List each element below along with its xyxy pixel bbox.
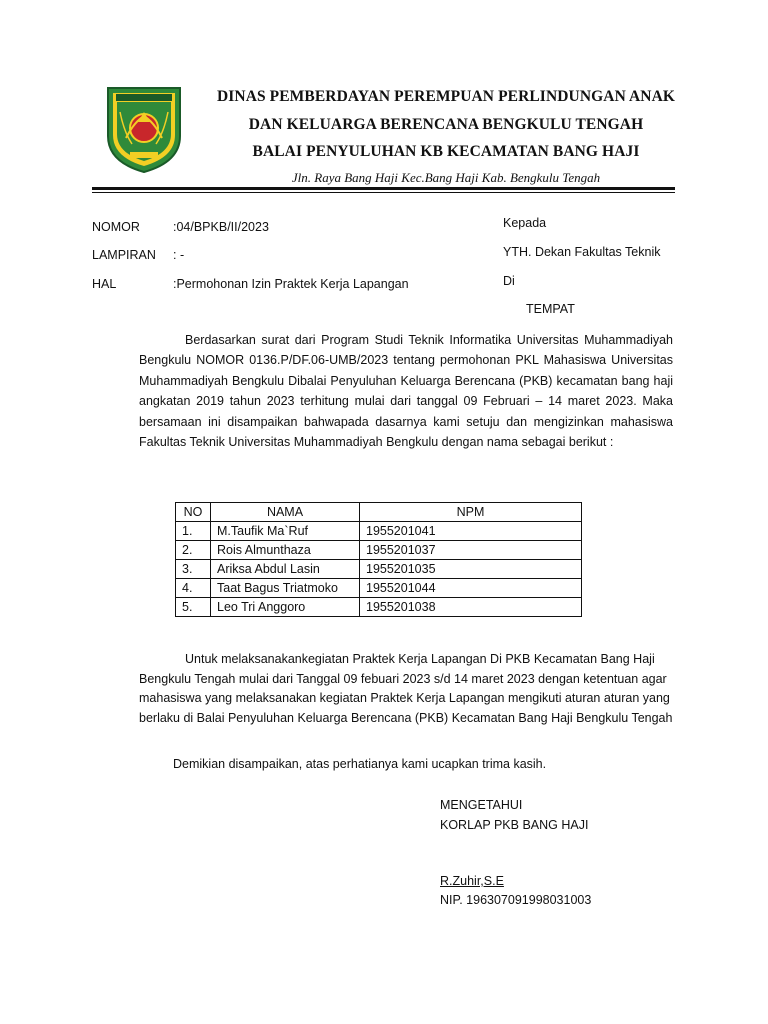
signature-mengetahui: MENGETAHUI	[440, 798, 523, 812]
hal-label: HAL	[92, 277, 117, 291]
recipient-tempat: TEMPAT	[526, 302, 575, 316]
body-paragraph-closing: Demikian disampaikan, atas perhatianya kami ucapkan trima kasih.	[173, 757, 547, 771]
nomor-value: :04/BPKB/II/2023	[173, 220, 269, 234]
signature-name: R.Zuhir,S.E	[440, 874, 504, 888]
body-paragraph-1: Berdasarkan surat dari Program Studi Teknik Informatika Universitas Muhammadiyah Bengkulu NOMOR 0136.P/DF.06-UMB/2023 tentang permohonan PKL Mahasiswa Universitas Muhammadiyah Bengkulu Dibalai Penyuluhan Keluarga Berencana (PKB) kecamatan bang haji angkatan 2019 tahun 2023 terhitung mulai dari tanggal 09 Februari – 14 maret 2023. Maka bersamaan ini disampaikan bahwapada dasarnya kami setuju dan mengizinkan mahasiswa Fakultas Teknik Universitas Muhammadiyah Bengkulu dengan nama sebagai berikut :	[139, 333, 673, 450]
letterhead-line-1: DINAS PEMBERDAYAN PEREMPUAN PERLINDUNGAN ANAK	[216, 88, 676, 105]
letterhead-line-2: DAN KELUARGA BERENCANA BENGKULU TENGAH	[248, 116, 644, 133]
table-row	[176, 541, 582, 560]
cell-nama: Ariksa Abdul Lasin	[211, 560, 360, 579]
cell-nama: Rois Almunthaza	[211, 541, 360, 560]
cell-npm: 1955201035	[360, 560, 582, 579]
cell-no: 5.	[176, 598, 211, 617]
cell-nama: Leo Tri Anggoro	[211, 598, 360, 617]
header-npm: NPM	[360, 503, 582, 522]
nomor-label: NOMOR	[92, 220, 140, 234]
table-row	[176, 522, 582, 541]
cell-npm: 1955201038	[360, 598, 582, 617]
lampiran-value: : -	[173, 248, 185, 262]
cell-npm: 1955201041	[360, 522, 582, 541]
cell-no: 1.	[176, 522, 211, 541]
signature-position: KORLAP PKB BANG HAJI	[440, 818, 589, 832]
table-header-row	[176, 503, 582, 522]
cell-no: 3.	[176, 560, 211, 579]
cell-npm: 1955201044	[360, 579, 582, 598]
header-nama: NAMA	[211, 503, 360, 522]
cell-nama: M.Taufik Ma`Ruf	[211, 522, 360, 541]
student-table	[175, 502, 582, 617]
table-row	[176, 560, 582, 579]
cell-nama: Taat Bagus Triatmoko	[211, 579, 360, 598]
cell-npm: 1955201037	[360, 541, 582, 560]
letterhead-line-3: BALAI PENYULUHAN KB KECAMATAN BANG HAJI	[252, 143, 640, 160]
recipient-kepada: Kepada	[503, 216, 547, 230]
lampiran-label: LAMPIRAN	[92, 248, 156, 262]
recipient-name: YTH. Dekan Fakultas Teknik	[503, 245, 661, 259]
letterhead-address: Jln. Raya Bang Haji Kec.Bang Haji Kab. Bengkulu Tengah	[291, 170, 601, 185]
table-row	[176, 598, 582, 617]
cell-no: 4.	[176, 579, 211, 598]
letterhead-rule-thick	[92, 187, 675, 190]
body-paragraph-2: Untuk melaksanakankegiatan Praktek Kerja Lapangan Di PKB Kecamatan Bang Haji Bengkulu Tengah mulai dari Tanggal 09 febuari 2023 s/d 14 maret 2023 dengan ketentuan agar mahasiswa yang melaksanakan kegiatan Praktek Kerja Lapangan mengikuti aturan aturan yang berlaku di Balai Penyuluhan Keluarga Berencana (PKB) Kecamatan Bang Haji Bengkulu Tengah	[139, 652, 673, 725]
table-row	[176, 579, 582, 598]
signature-nip: NIP. 196307091998031003	[440, 893, 592, 907]
hal-value: :Permohonan Izin Praktek Kerja Lapangan	[173, 277, 409, 291]
header-no: NO	[176, 503, 211, 522]
recipient-di: Di	[503, 274, 515, 288]
cell-no: 2.	[176, 541, 211, 560]
letterhead-rule-thin	[92, 192, 675, 193]
regency-emblem-logo	[104, 82, 184, 174]
